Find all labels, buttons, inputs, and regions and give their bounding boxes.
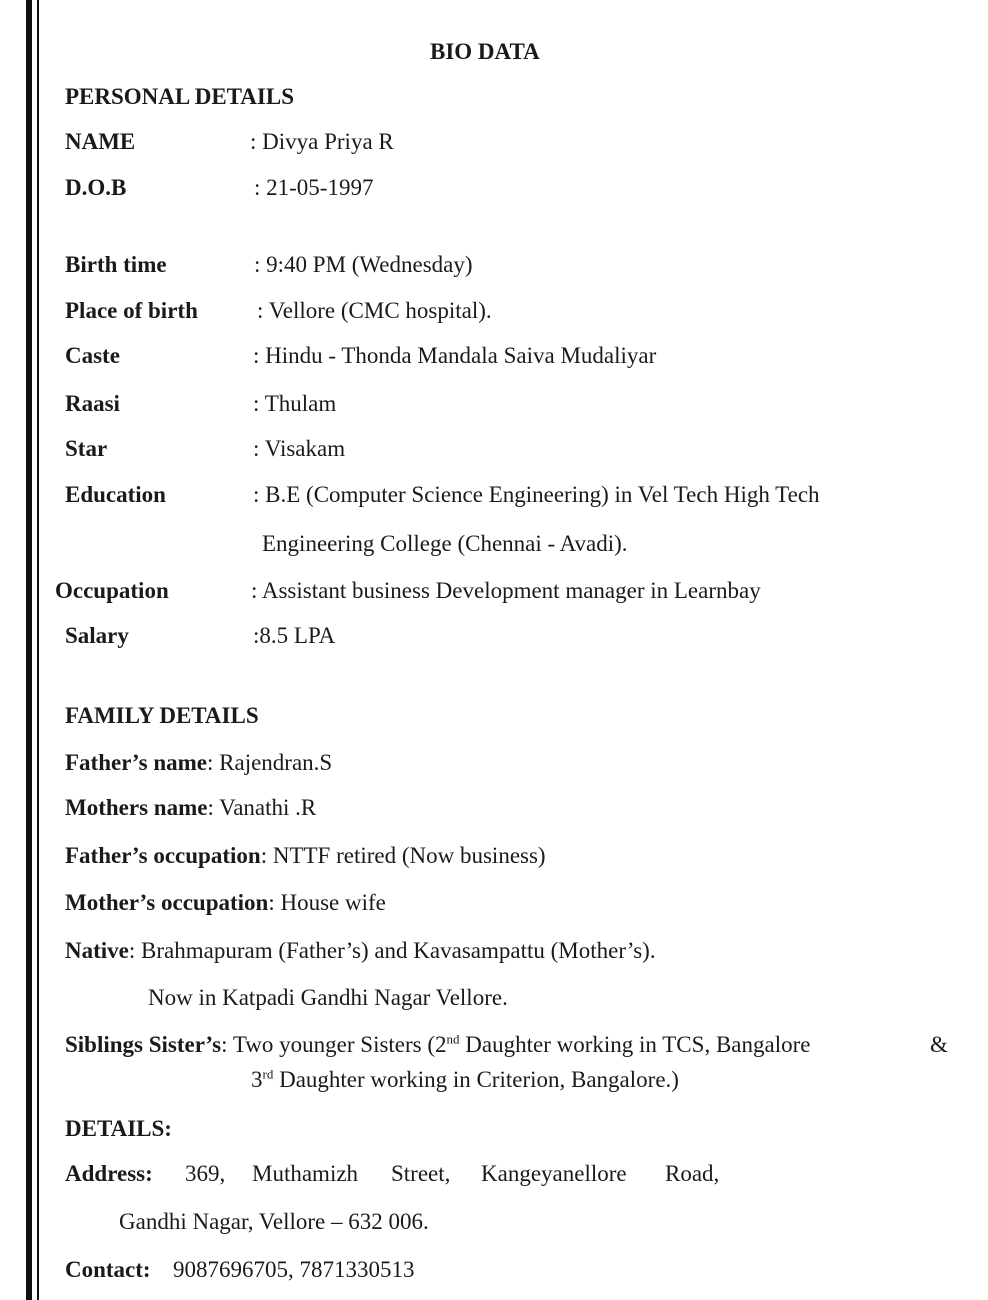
- mother-occupation-line: [65, 889, 386, 917]
- name-value: : Divya Priya R: [250, 129, 394, 154]
- siblings-text-c: 3: [251, 1067, 263, 1092]
- education-label: Education: [65, 482, 166, 507]
- place-of-birth-value: : Vellore (CMC hospital).: [257, 298, 492, 323]
- mother-name-line: [65, 794, 316, 822]
- document-title: BIO DATA: [430, 39, 540, 64]
- native-value-continued: Now in Katpadi Gandhi Nagar Vellore.: [148, 985, 508, 1010]
- address-word-2: Muthamizh: [252, 1161, 359, 1186]
- father-occupation-label: Father’s occupation: [65, 843, 261, 868]
- native-label: Native: [65, 938, 129, 963]
- siblings-ampersand: &: [930, 1032, 948, 1057]
- mother-name-value: : Vanathi .R: [207, 795, 317, 820]
- page-border-left-thin: [37, 0, 39, 1300]
- dob-label: D.O.B: [65, 175, 127, 200]
- salary-label: Salary: [65, 623, 129, 648]
- contact-label: Contact:: [65, 1257, 151, 1282]
- birth-time-label: Birth time: [65, 252, 167, 277]
- siblings-ordinal-nd: nd: [446, 1031, 460, 1047]
- native-line: [65, 937, 656, 965]
- siblings-text-a: : Two younger Sisters (2: [221, 1032, 447, 1057]
- mother-occupation-label: Mother’s occupation: [65, 890, 269, 915]
- contact-value: 9087696705, 7871330513: [173, 1257, 415, 1282]
- native-value: : Brahmapuram (Father’s) and Kavasampattu (Mother’s).: [128, 938, 656, 963]
- mother-name-label: Mothers name: [65, 795, 208, 820]
- personal-details-heading: PERSONAL DETAILS: [65, 84, 295, 109]
- address-word-1: 369,: [185, 1161, 226, 1186]
- father-name-value: : Rajendran.S: [207, 750, 333, 775]
- father-name-line: [65, 749, 332, 777]
- address-label: Address:: [65, 1161, 153, 1186]
- birth-time-value: : 9:40 PM (Wednesday): [254, 252, 473, 277]
- address-word-4: Kangeyanellore: [481, 1161, 627, 1186]
- salary-value: :8.5 LPA: [253, 623, 336, 648]
- name-label: NAME: [65, 129, 136, 154]
- place-of-birth-label: Place of birth: [65, 298, 198, 323]
- mother-occupation-value: : House wife: [268, 890, 386, 915]
- page-border-left-thick: [26, 0, 32, 1300]
- star-value: : Visakam: [253, 436, 346, 461]
- siblings-label: Siblings Sister’s: [65, 1032, 222, 1057]
- education-value: : B.E (Computer Science Engineering) in Vel Tech High Tech: [253, 482, 820, 507]
- caste-label: Caste: [65, 343, 120, 368]
- address-word-3: Street,: [391, 1161, 451, 1186]
- raasi-value: : Thulam: [253, 391, 337, 416]
- details-heading: DETAILS:: [65, 1116, 172, 1141]
- father-occupation-value: : NTTF retired (Now business): [260, 843, 546, 868]
- caste-value: : Hindu - Thonda Mandala Saiva Mudaliyar: [253, 343, 657, 368]
- siblings-line-2: [251, 1066, 679, 1094]
- address-line-2: Gandhi Nagar, Vellore – 632 006.: [119, 1209, 429, 1234]
- occupation-label: Occupation: [55, 578, 169, 603]
- raasi-label: Raasi: [65, 391, 120, 416]
- education-value-continued: Engineering College (Chennai - Avadi).: [262, 531, 628, 556]
- siblings-line: [65, 1031, 810, 1059]
- siblings-text-d: Daughter working in Criterion, Bangalore.): [273, 1067, 679, 1092]
- siblings-text-b: Daughter working in TCS, Bangalore: [459, 1032, 811, 1057]
- occupation-value: : Assistant business Development manager in Learnbay: [251, 578, 761, 603]
- family-details-heading: FAMILY DETAILS: [65, 703, 259, 728]
- dob-value: : 21-05-1997: [254, 175, 374, 200]
- father-occupation-line: [65, 842, 546, 870]
- father-name-label: Father’s name: [65, 750, 207, 775]
- siblings-ordinal-rd: rd: [262, 1066, 274, 1082]
- star-label: Star: [65, 436, 108, 461]
- address-word-5: Road,: [665, 1161, 720, 1186]
